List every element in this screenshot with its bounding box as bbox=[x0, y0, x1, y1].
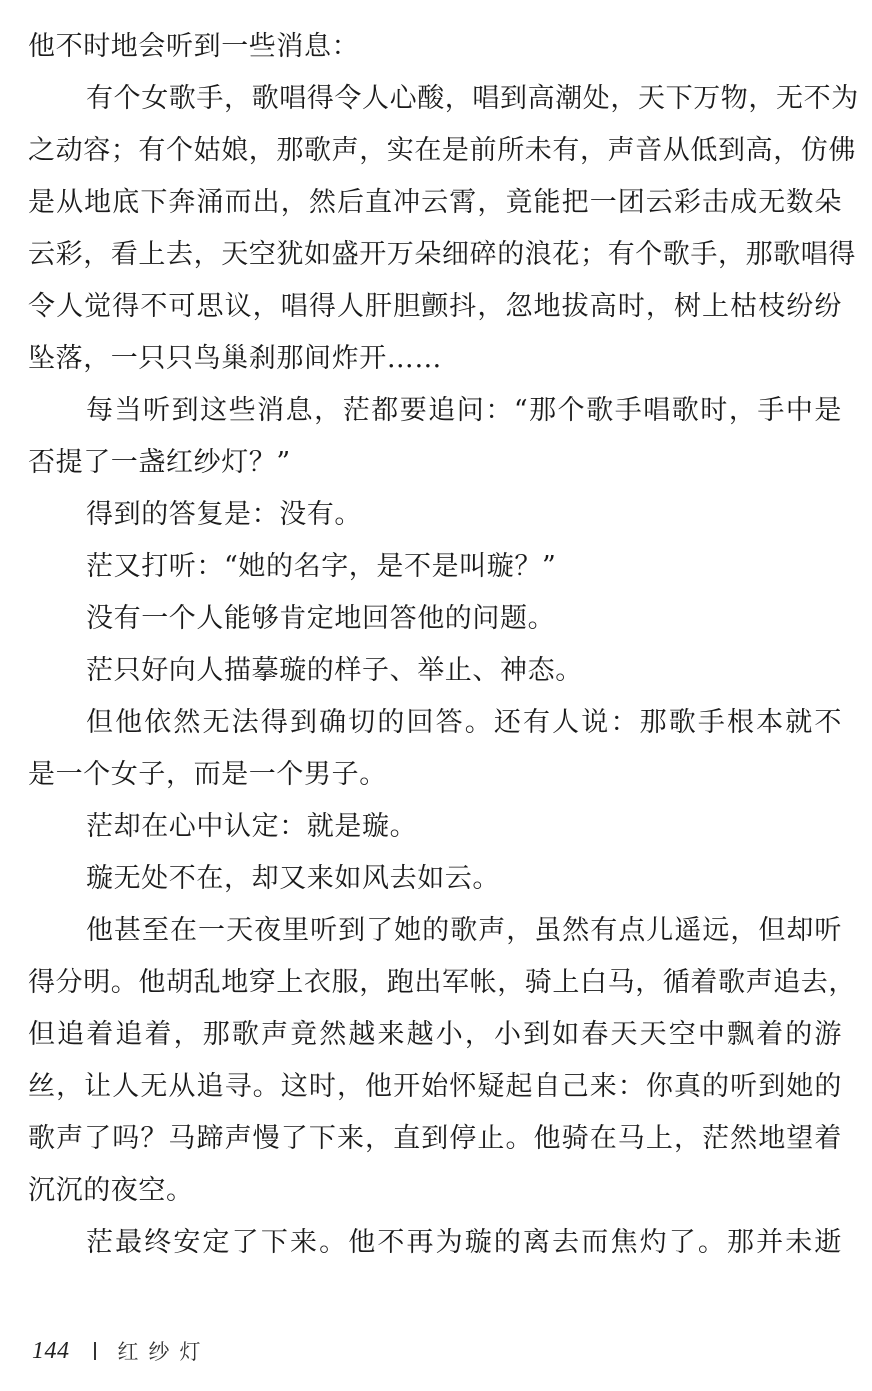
text-line: 云彩，看上去，天空犹如盛开万朵细碎的浪花；有个歌手，那歌唱得 bbox=[28, 239, 856, 270]
text-line: 沉沉的夜空。 bbox=[28, 1175, 194, 1206]
footer-separator bbox=[94, 1342, 96, 1360]
text-line: 茫最终安定了下来。他不再为璇的离去而焦灼了。那并未逝 bbox=[86, 1227, 842, 1258]
text-line: 璇无处不在，却又来如风去如云。 bbox=[86, 863, 500, 894]
running-title: 红纱灯 bbox=[117, 1340, 211, 1364]
text-line: 之动容；有个姑娘，那歌声，实在是前所未有，声音从低到高，仿佛 bbox=[28, 135, 856, 166]
text-line: 得到的答复是：没有。 bbox=[86, 499, 362, 530]
text-line: 茫又打听：“她的名字，是不是叫璇？” bbox=[86, 551, 557, 582]
text-line: 没有一个人能够肯定地回答他的问题。 bbox=[86, 603, 556, 634]
text-line: 他不时地会听到一些消息： bbox=[28, 31, 360, 62]
text-line: 但追着追着，那歌声竟然越来越小，小到如春天天空中飘着的游 bbox=[28, 1019, 842, 1050]
text-line: 否提了一盏红纱灯？” bbox=[28, 447, 291, 478]
page-footer bbox=[32, 1334, 211, 1368]
page-body bbox=[28, 21, 859, 1269]
text-line: 得分明。他胡乱地穿上衣服，跑出军帐，骑上白马，循着歌声追去， bbox=[28, 967, 856, 998]
text-line: 茫只好向人描摹璇的样子、举止、神态。 bbox=[86, 655, 583, 686]
text-line: 但他依然无法得到确切的回答。还有人说：那歌手根本就不 bbox=[86, 707, 842, 738]
text-line: 坠落，一只只鸟巢刹那间炸开…… bbox=[28, 343, 442, 374]
page-number: 144 bbox=[32, 1337, 70, 1364]
text-line: 是从地底下奔涌而出，然后直冲云霄，竟能把一团云彩击成无数朵 bbox=[28, 187, 842, 218]
text-line: 每当听到这些消息，茫都要追问：“那个歌手唱歌时，手中是 bbox=[86, 395, 842, 426]
text-line: 有个女歌手，歌唱得令人心酸，唱到高潮处，天下万物，无不为 bbox=[86, 83, 859, 114]
text-line: 是一个女子，而是一个男子。 bbox=[28, 759, 387, 790]
text-line: 丝，让人无从追寻。这时，他开始怀疑起自己来：你真的听到她的 bbox=[28, 1071, 842, 1102]
text-line: 歌声了吗？马蹄声慢了下来，直到停止。他骑在马上，茫然地望着 bbox=[28, 1123, 842, 1154]
text-line: 他甚至在一天夜里听到了她的歌声，虽然有点儿遥远，但却听 bbox=[86, 915, 842, 946]
text-line: 茫却在心中认定：就是璇。 bbox=[86, 811, 418, 842]
text-line: 令人觉得不可思议，唱得人肝胆颤抖，忽地拔高时，树上枯枝纷纷 bbox=[28, 291, 842, 322]
